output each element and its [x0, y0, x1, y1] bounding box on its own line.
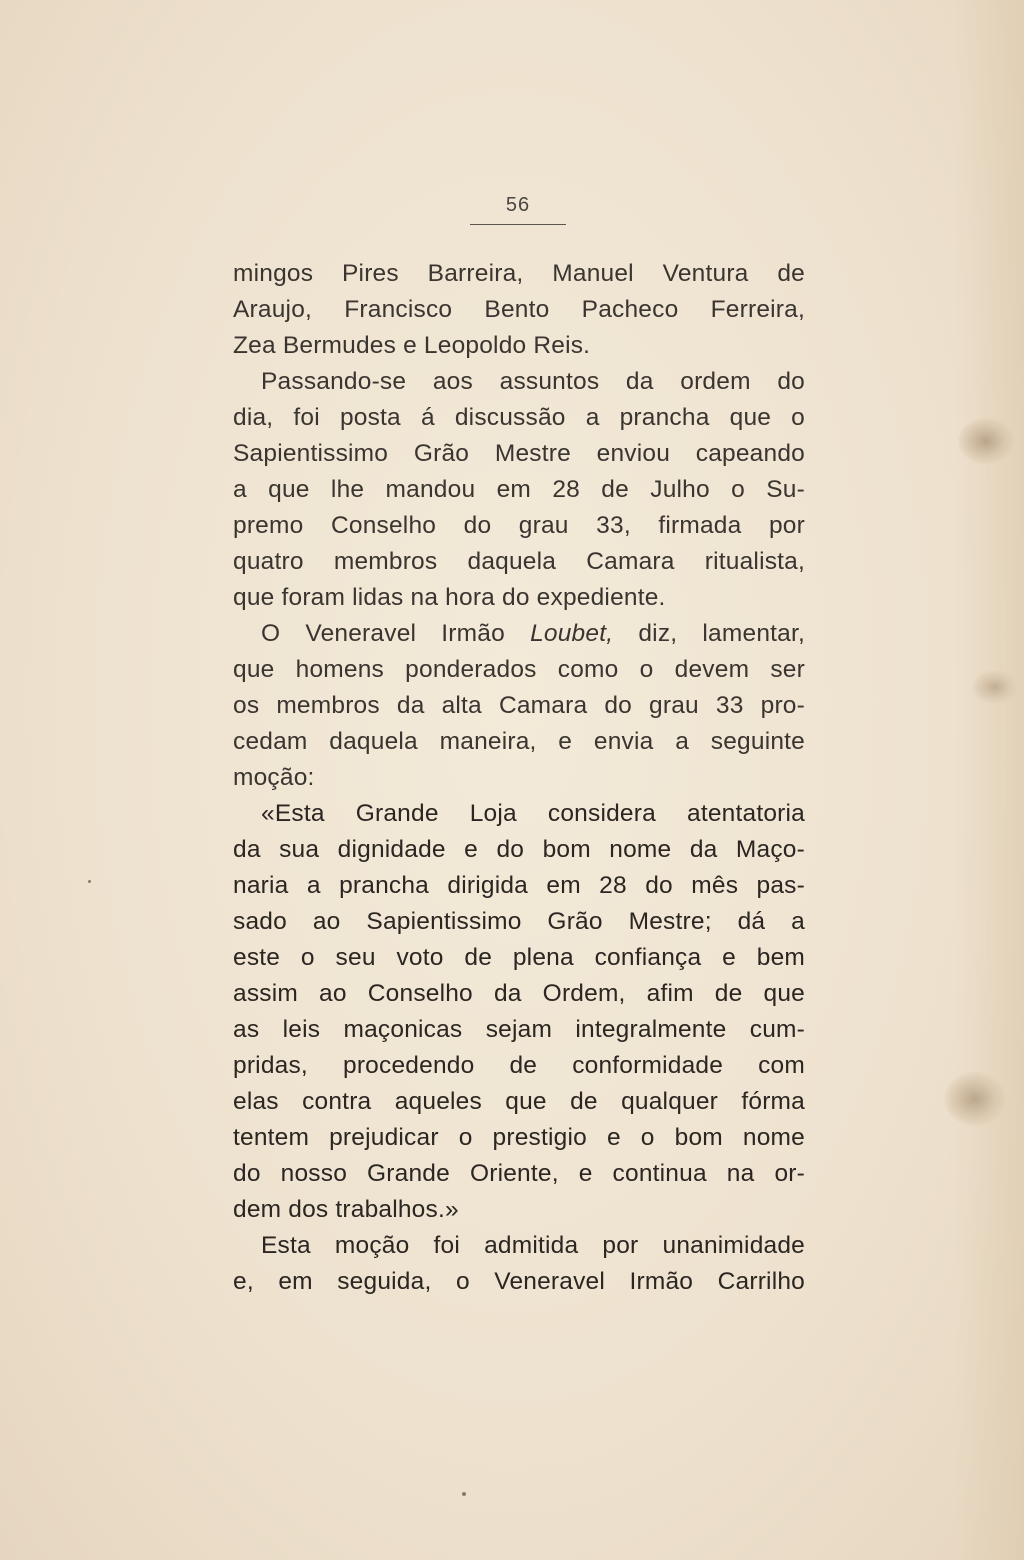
- text-line: a que lhe mandou em 28 de Julho o Su-: [233, 476, 805, 503]
- text-line: que homens ponderados como o devem ser: [233, 656, 805, 683]
- text-line: Passando-se aos assuntos da ordem do: [261, 368, 805, 395]
- paper-damage-mark: [958, 418, 1014, 464]
- text-line: [233, 616, 805, 652]
- text-run: diz, lamentar,: [613, 620, 805, 647]
- text-line: do nosso Grande Oriente, e continua na or-: [233, 1160, 805, 1187]
- text-line: «Esta Grande Loja considera atentatoria: [261, 800, 805, 827]
- text-line: Zea Bermudes e Leopoldo Reis.: [233, 332, 591, 359]
- text-line: sado ao Sapientissimo Grão Mestre; dá a: [233, 908, 805, 935]
- paper-speck: [462, 1492, 466, 1496]
- text-line: mingos Pires Barreira, Manuel Ventura de: [233, 260, 805, 287]
- text-line: premo Conselho do grau 33, firmada por: [233, 512, 805, 539]
- text-line: Esta moção foi admitida por unanimidade: [261, 1232, 805, 1259]
- text-line: cedam daquela maneira, e envia a seguinte: [233, 728, 805, 755]
- text-line: dem dos trabalhos.»: [233, 1196, 459, 1223]
- page-number: 56: [505, 194, 531, 216]
- paper-speck: [88, 880, 91, 883]
- text-run: O Veneravel Irmão: [261, 620, 531, 647]
- text-line: tentem prejudicar o prestigio e o bom nome: [233, 1124, 805, 1151]
- text-line: que foram lidas na hora do expediente.: [233, 584, 666, 611]
- text-line: quatro membros daquela Camara ritualista,: [233, 548, 805, 575]
- text-line: as leis maçonicas sejam integralmente cum-: [233, 1016, 805, 1043]
- page-number-rule: [470, 224, 566, 225]
- name-italic: Loubet,: [530, 620, 614, 647]
- text-line: Araujo, Francisco Bento Pacheco Ferreira,: [233, 296, 805, 323]
- text-line: moção:: [233, 764, 315, 791]
- paper-damage-mark: [972, 670, 1018, 704]
- text-line: dia, foi posta á discussão a prancha que o: [233, 404, 805, 431]
- text-line: os membros da alta Camara do grau 33 pro-: [233, 692, 805, 719]
- page-edge-shadow: [954, 0, 1024, 1560]
- text-line: da sua dignidade e do bom nome da Maço-: [233, 836, 805, 863]
- paper-damage-mark: [944, 1072, 1006, 1126]
- text-line: Sapientissimo Grão Mestre enviou capeando: [233, 440, 805, 467]
- text-line: elas contra aqueles que de qualquer fórma: [233, 1088, 805, 1115]
- text-line: assim ao Conselho da Ordem, afim de que: [233, 980, 805, 1007]
- text-line: naria a prancha dirigida em 28 do mês pas-: [233, 872, 805, 899]
- body-text: [233, 256, 805, 1300]
- text-line: pridas, procedendo de conformidade com: [233, 1052, 805, 1079]
- text-line: e, em seguida, o Veneravel Irmão Carrilho: [233, 1268, 805, 1295]
- text-line: este o seu voto de plena confiança e bem: [233, 944, 805, 971]
